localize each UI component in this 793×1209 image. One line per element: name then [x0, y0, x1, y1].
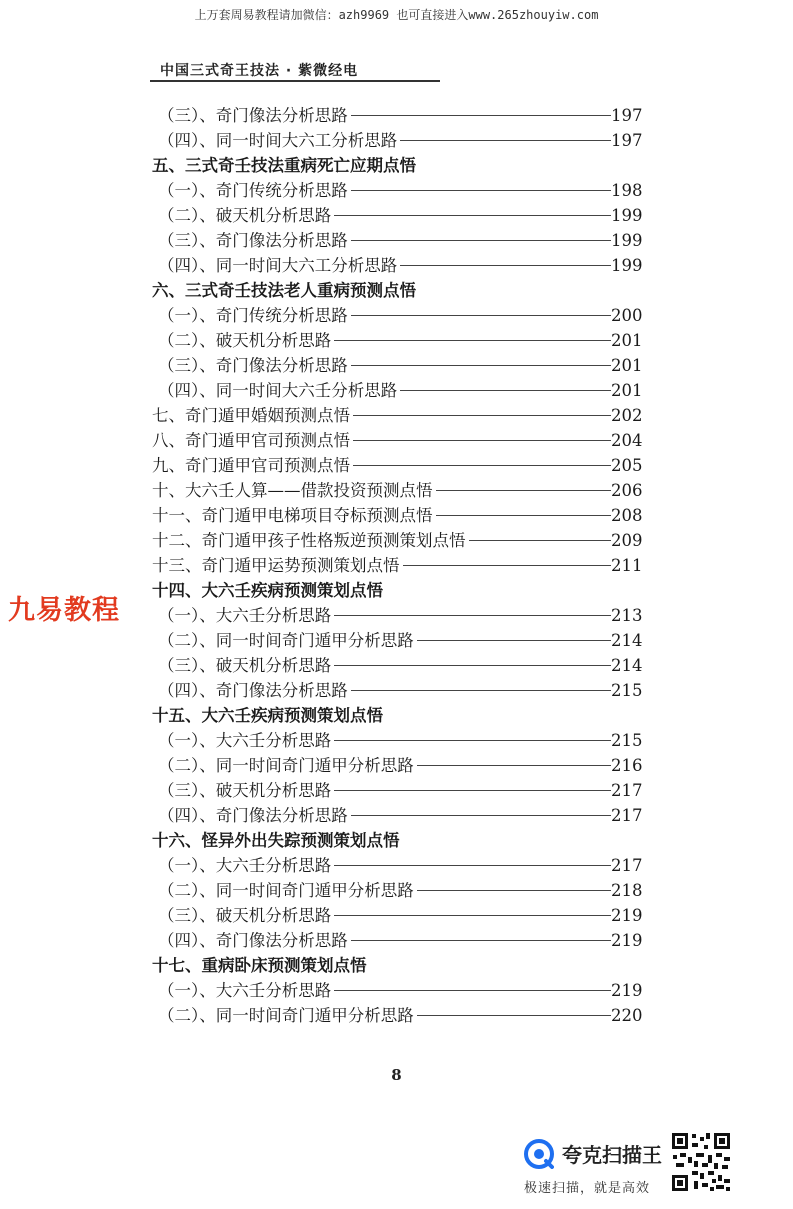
toc-entry-page: 201 [611, 378, 647, 403]
toc-entry-title: 七、奇门遁甲婚姻预测点悟 [152, 406, 353, 425]
table-of-contents [152, 103, 647, 1028]
toc-entry [152, 653, 647, 678]
toc-entry-page: 219 [611, 903, 647, 928]
toc-entry [152, 253, 647, 278]
toc-entry-title: （四）、同一时间大六工分析思路 [152, 131, 400, 150]
toc-entry-title: （一）、奇门传统分析思路 [152, 306, 351, 325]
toc-entry-title: 十二、奇门遁甲孩子性格叛逆预测策划点悟 [152, 531, 469, 550]
toc-entry-title: （四）、奇门像法分析思路 [152, 931, 351, 950]
toc-entry-title: 五、三式奇壬技法重病死亡应期点悟 [152, 156, 419, 175]
toc-entry [152, 403, 647, 428]
toc-entry-title: （二）、同一时间奇门遁甲分析思路 [152, 881, 417, 900]
toc-entry-page: 209 [611, 528, 647, 553]
toc-entry-title: （三）、奇门像法分析思路 [152, 356, 351, 375]
toc-entry [152, 628, 647, 653]
toc-entry [152, 378, 647, 403]
toc-entry [152, 178, 647, 203]
toc-entry-page: 215 [611, 678, 647, 703]
toc-entry-page: 219 [611, 978, 647, 1003]
toc-entry-title: 九、奇门遁甲官司预测点悟 [152, 456, 353, 475]
toc-entry-page: 217 [611, 803, 647, 828]
toc-section-heading [152, 828, 647, 853]
toc-entry-title: 六、三式奇壬技法老人重病预测点悟 [152, 281, 419, 300]
toc-entry [152, 428, 647, 453]
toc-entry-page: 214 [611, 628, 647, 653]
toc-entry [152, 303, 647, 328]
toc-entry-title: （二）、破天机分析思路 [152, 206, 334, 225]
toc-entry-title: 八、奇门遁甲官司预测点悟 [152, 431, 353, 450]
toc-entry [152, 678, 647, 703]
toc-entry-page: 215 [611, 728, 647, 753]
toc-entry-page: 204 [611, 428, 647, 453]
toc-entry-page: 198 [611, 178, 647, 203]
toc-entry-page: 199 [611, 228, 647, 253]
toc-entry-title: （三）、破天机分析思路 [152, 906, 334, 925]
toc-entry-title: （二）、破天机分析思路 [152, 331, 334, 350]
scanner-brand [520, 1135, 785, 1199]
toc-entry [152, 803, 647, 828]
toc-entry-title: 十五、大六壬疾病预测策划点悟 [152, 706, 386, 725]
page-number: 8 [391, 1066, 402, 1084]
toc-entry [152, 928, 647, 953]
toc-entry-page: 205 [611, 453, 647, 478]
toc-entry-page: 208 [611, 503, 647, 528]
toc-entry-title: （三）、破天机分析思路 [152, 781, 334, 800]
header-rule [150, 80, 440, 82]
toc-entry-title: （一）、大六壬分析思路 [152, 731, 334, 750]
toc-entry-page: 216 [611, 753, 647, 778]
top-promo-note: 上万套周易教程请加微信：azh9969 也可直接进入www.265zhouyiw.com [194, 8, 599, 22]
book-header: 中国三式奇王技法 · 紫微经电 [160, 63, 359, 79]
toc-entry [152, 728, 647, 753]
toc-entry [152, 553, 647, 578]
toc-entry-title: （二）、同一时间奇门遁甲分析思路 [152, 631, 417, 650]
toc-entry-title: （四）、同一时间大六壬分析思路 [152, 381, 400, 400]
toc-entry-page: 219 [611, 928, 647, 953]
toc-entry [152, 978, 647, 1003]
toc-entry-title: （一）、大六壬分析思路 [152, 981, 334, 1000]
toc-entry-title: 十三、奇门遁甲运势预测策划点悟 [152, 556, 403, 575]
toc-entry-page: 197 [611, 103, 647, 128]
toc-entry-title: （三）、破天机分析思路 [152, 656, 334, 675]
toc-entry-title: 十六、怪异外出失踪预测策划点悟 [152, 831, 403, 850]
toc-section-heading [152, 153, 647, 178]
toc-entry-title: （四）、同一时间大六工分析思路 [152, 256, 400, 275]
toc-entry-page: 201 [611, 353, 647, 378]
toc-entry-title: （一）、大六壬分析思路 [152, 856, 334, 875]
toc-entry [152, 753, 647, 778]
scanner-brand-name: 夸克扫描王 [562, 1143, 662, 1167]
toc-section-heading [152, 953, 647, 978]
toc-entry-page: 211 [611, 553, 647, 578]
toc-entry-title: （四）、奇门像法分析思路 [152, 681, 351, 700]
toc-entry [152, 478, 647, 503]
toc-entry-page: 217 [611, 778, 647, 803]
toc-entry [152, 228, 647, 253]
toc-section-heading [152, 578, 647, 603]
toc-entry [152, 203, 647, 228]
toc-entry-page: 218 [611, 878, 647, 903]
toc-entry-page: 213 [611, 603, 647, 628]
toc-entry-title: （三）、奇门像法分析思路 [152, 231, 351, 250]
toc-entry-title: 十、大六壬人算——借款投资预测点悟 [152, 481, 436, 500]
scanner-logo-icon [524, 1139, 554, 1169]
toc-entry [152, 603, 647, 628]
toc-entry-page: 197 [611, 128, 647, 153]
toc-entry-page: 199 [611, 203, 647, 228]
toc-entry [152, 128, 647, 153]
toc-entry-page: 200 [611, 303, 647, 328]
toc-entry-page: 214 [611, 653, 647, 678]
toc-entry-title: 十四、大六壬疾病预测策划点悟 [152, 581, 386, 600]
toc-entry-page: 199 [611, 253, 647, 278]
toc-entry-page: 206 [611, 478, 647, 503]
toc-entry-page: 220 [611, 1003, 647, 1028]
toc-entry [152, 103, 647, 128]
toc-entry-title: （一）、奇门传统分析思路 [152, 181, 351, 200]
toc-entry-title: （四）、奇门像法分析思路 [152, 806, 351, 825]
toc-entry-title: （一）、大六壬分析思路 [152, 606, 334, 625]
toc-entry [152, 778, 647, 803]
toc-entry-title: 十一、奇门遁甲电梯项目夺标预测点悟 [152, 506, 436, 525]
toc-section-heading [152, 703, 647, 728]
toc-entry [152, 353, 647, 378]
toc-entry-page: 202 [611, 403, 647, 428]
toc-entry [152, 453, 647, 478]
toc-entry [152, 328, 647, 353]
toc-entry-title: （二）、同一时间奇门遁甲分析思路 [152, 1006, 417, 1025]
toc-entry [152, 853, 647, 878]
toc-entry [152, 878, 647, 903]
toc-entry-page: 201 [611, 328, 647, 353]
toc-entry [152, 903, 647, 928]
toc-entry-title: （三）、奇门像法分析思路 [152, 106, 351, 125]
toc-entry-title: 十七、重病卧床预测策划点悟 [152, 956, 370, 975]
watermark-text: 九易教程 [8, 595, 120, 626]
toc-entry-page: 217 [611, 853, 647, 878]
scanner-brand-slogan: 极速扫描，就是高效 [524, 1181, 651, 1196]
toc-section-heading [152, 278, 647, 303]
qr-code-icon[interactable] [670, 1131, 732, 1193]
toc-entry [152, 503, 647, 528]
toc-entry [152, 1003, 647, 1028]
toc-entry-title: （二）、同一时间奇门遁甲分析思路 [152, 756, 417, 775]
toc-entry [152, 528, 647, 553]
